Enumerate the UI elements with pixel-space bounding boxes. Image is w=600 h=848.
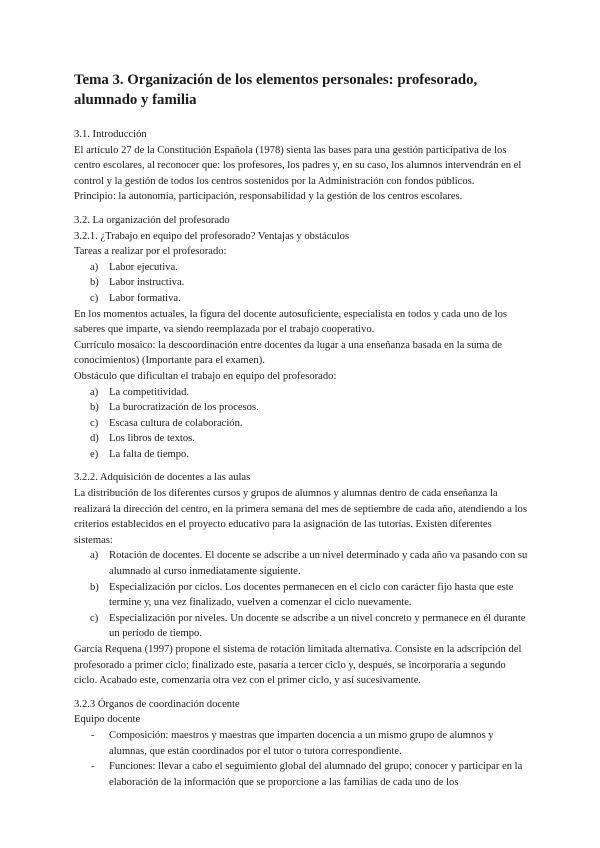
list-item-text: Especialización por niveles. Un docente se adscribe a un nivel concreto y permanece en él durante un período de tiempo. [109,612,526,640]
list-item [74,385,529,401]
list-marker: - [91,729,95,741]
paragraph: Principio: la autonomía, participación, responsabilidad y la gestión de los centros escolares. [74,191,463,203]
section-heading-organizacion-profesorado: 3.2. La organización del profesorado [74,214,230,226]
list-marker: e) [90,448,99,460]
list-marker: - [91,761,95,773]
list-marker: b) [90,277,99,289]
list-marker: c) [90,292,99,304]
list-marker: a) [90,261,99,273]
equipo-docente-list [74,728,529,790]
paragraph: En los momentos actuales, la figura del docente autosuficiente, especialista en todos y cada uno de los saberes que imparte, va siendo reemplazada por el trabajo cooperativo. [74,308,508,336]
list-item-text: Escasa cultura de colaboración. [109,417,243,429]
obstacles-list [74,385,529,463]
list-item-text: Labor formativa. [109,292,181,304]
list-item-text: Los libros de textos. [109,433,195,445]
paragraph: García Requena (1997) propone el sistema de rotación limitada alternativa. Consiste en la adscripción del profesorado a primer ciclo; finalizado este, pasaría a tercer ciclo y, después, se incorporaría a segundo ciclo. Acabado este, comenzaría otra vez con el primer ciclo, y así sucesivamente. [74,644,522,687]
systems-list [74,548,529,642]
list-item-text: Composición: maestros y maestras que imparten docencia a un mismo grupo de alumnos y alumnas, que están coordinados por el tutor o tutora correspondiente. [109,729,494,757]
list-marker: b) [90,581,99,593]
subsection-heading-organos-coordinacion: 3.2.3 Órganos de coordinación docente [74,698,240,710]
subsection-heading-trabajo-en-equipo: 3.2.1. ¿Trabajo en equipo del profesorado? Ventajas y obstáculos [74,230,350,242]
list-item [74,260,529,276]
list-item [74,611,529,642]
paragraph: El artículo 27 de la Constitución Española (1978) sienta las bases para una gestión participativa de los centro escolares, al reconocer que: los profesores, los padres y, en su caso, los alumnos intervendrán en el control y la gestión de todos los centros sostenidos por la Administración con fondos públicos. [74,144,522,187]
list-marker: c) [90,612,99,624]
list-marker: b) [90,402,99,414]
list-item [74,728,529,759]
document-body [74,70,529,790]
list-item [74,447,529,463]
section-heading-introduccion: 3.1. Introducción [74,129,147,140]
paragraph: Obstáculo que dificultan el trabajo en equipo del profesorado: [74,370,337,382]
list-item-text: Labor instructiva. [109,277,185,289]
list-item [74,400,529,416]
list-item [74,580,529,611]
paragraph: Currículo mosaico: la descoordinación entre docentes da lugar a una enseñanza basada en la suma de conocimientos) (Importante para el examen). [74,339,502,367]
list-item [74,275,529,291]
list-item-text: La falta de tiempo. [109,448,190,460]
list-item [74,759,529,790]
list-item [74,291,529,307]
tasks-list [74,260,529,307]
page-title: Tema 3. Organización de los elementos personales: profesorado, alumnado y familia [74,72,478,108]
subsection-heading-adquisicion-docentes: 3.2.2. Adquisición de docentes a las aulas [74,472,251,484]
list-item [74,416,529,432]
list-marker: a) [90,386,99,398]
list-item [74,548,529,579]
list-marker: a) [90,550,99,562]
list-item-text: Labor ejecutiva. [109,261,178,273]
list-item-text: Especialización por ciclos. Los docentes permanecen en el ciclo con carácter fijo hasta que este termine y, una vez finalizado, vuelven a comenzar el ciclo nuevamente. [109,581,514,609]
list-item-text: Funciones: llevar a cabo el seguimiento global del alumnado del grupo; conocer y participar en la elaboración de la información que se proporcione a las familias de cada uno de los [109,761,523,788]
equipo-docente-label: Equipo docente [74,714,141,726]
list-marker: c) [90,417,99,429]
list-marker: d) [90,433,99,445]
paragraph: Tareas a realizar por el profesorado: [74,246,227,258]
list-item-text: La competitividad. [109,386,190,398]
paragraph: La distribución de los diferentes cursos y grupos de alumnos y alumnas dentro de cada enseñanza la realizará la dirección del centro, en la primera semana del mes de septiembre de cada año, atendiendo a los criterios establecidos en el proyecto educativo para la asignación de las tutorías. Existen diferentes sistemas: [74,488,527,546]
list-item-text: La burocratización de los procesos. [109,402,259,414]
list-item [74,431,529,447]
list-item-text: Rotación de docentes. El docente se adscribe a un nivel determinado y cada año va pasando con su alumnado al curso inmediatamente siguiente. [109,550,528,578]
